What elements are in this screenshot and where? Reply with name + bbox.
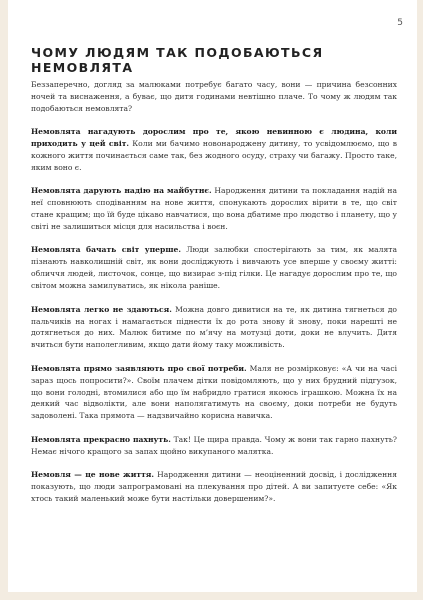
paragraph-text: Коли ми бачимо новонароджену дитину, то усвідомлюємо, що в кожного життя починається саме так, без жодного осуду, страху чи багажу. Просто таке, яким воно є. [31, 139, 397, 172]
page [8, 0, 417, 592]
paragraph-intro [31, 79, 397, 115]
page-number: 5 [397, 18, 403, 28]
paragraph-text: Люди залюбки спостерігають за тим, як малята пізнають навколишній світ, як вони досліджують і вивчають усе вперше у своєму житті: обличчя людей, листочок, сонце, що визирає з-під гілки. Це нагадує дорослим про те, що світом можна замилуватись, як нікола раніше. [31, 245, 397, 291]
paragraph-lead: Немовля — це нове життя. [31, 470, 155, 480]
paragraph-smell [31, 434, 397, 458]
paragraph-lead: Немовлята прекрасно пахнуть. [31, 434, 171, 444]
paragraph-text: Можна довго дивитися на те, як дитина тягнеться до пальчиків на ногах і намагається піднести їх до рота знову й знову, поки нарешті не дотягнеться до них. Малюк битиме по м’ячу на мотузці доти, доки не влучить. Дитя вчиться бути наполегливим, якщо дати йому таку можливість. [31, 304, 398, 350]
paragraph-lead: Немовлята нагадують дорослим про те, якою невинною є людина, коли приходить у цей світ. [31, 127, 397, 149]
paragraph-text: Беззаперечно, догляд за малюками потребує багато часу, вони — причина безсонних ночей та виснаження, а буває, що дитя годинами невтішно плаче. То чому ж людям так подобаються немовлята? [31, 80, 397, 113]
paragraph-innocence [31, 126, 397, 174]
paragraph-first-sight [31, 244, 397, 292]
paragraph-lead: Немовлята прямо заявляють про свої потреби. [31, 363, 247, 373]
paragraph-needs [31, 363, 397, 423]
paragraph-text: Так! Це щира правда. Чому ж вони так гарно пахнуть? Немає нічого кращого за запах щойно викупаного малятка. [31, 434, 397, 456]
paragraph-text: Народження дитини та покладання надій на неї сповнюють сподіванням на нове життя, спонукають дорослих вірити в те, що світ стане кращим; що їй буде цікаво навчатися, що вона дбатиме про людство і планету, що у світі не залишиться місця для насильства і воєн. [31, 186, 397, 232]
paragraph-hope [31, 185, 397, 233]
paragraph-lead: Немовлята легко не здаються. [31, 304, 172, 314]
paragraph-text: Маля не розмірковує: «А чи на часі зараз щось попросити?». Своїм плачем дітки повідомляють, що у них брудний підгузок, що вони голодні, втомилися або що їм набридло гратися якоюсь іграшкою. Можна їх на деякий час відволікти, але вони наполягатимуть на своєму, доки потреби не будуть задоволені. Така прямота — надзвичайно корисна навичка. [31, 363, 397, 421]
paragraph-text: Народження дитини — неоціненний досвід, і дослідження показують, що люди запрограмовані на плекування про дітей. А ви запитуєте себе: «Як хтось такий маленький може бути настільки довершеним?». [31, 470, 397, 503]
paragraph-lead: Немовлята бачать світ уперше. [31, 245, 181, 255]
page-title: ЧОМУ ЛЮДЯМ ТАК ПОДОБАЮТЬСЯ НЕМОВЛЯТА [31, 45, 324, 75]
paragraph-persistence [31, 304, 397, 352]
paragraph-new-life [31, 469, 397, 505]
paragraph-lead: Немовлята дарують надію на майбутнє. [31, 186, 212, 196]
body-text [31, 79, 397, 516]
